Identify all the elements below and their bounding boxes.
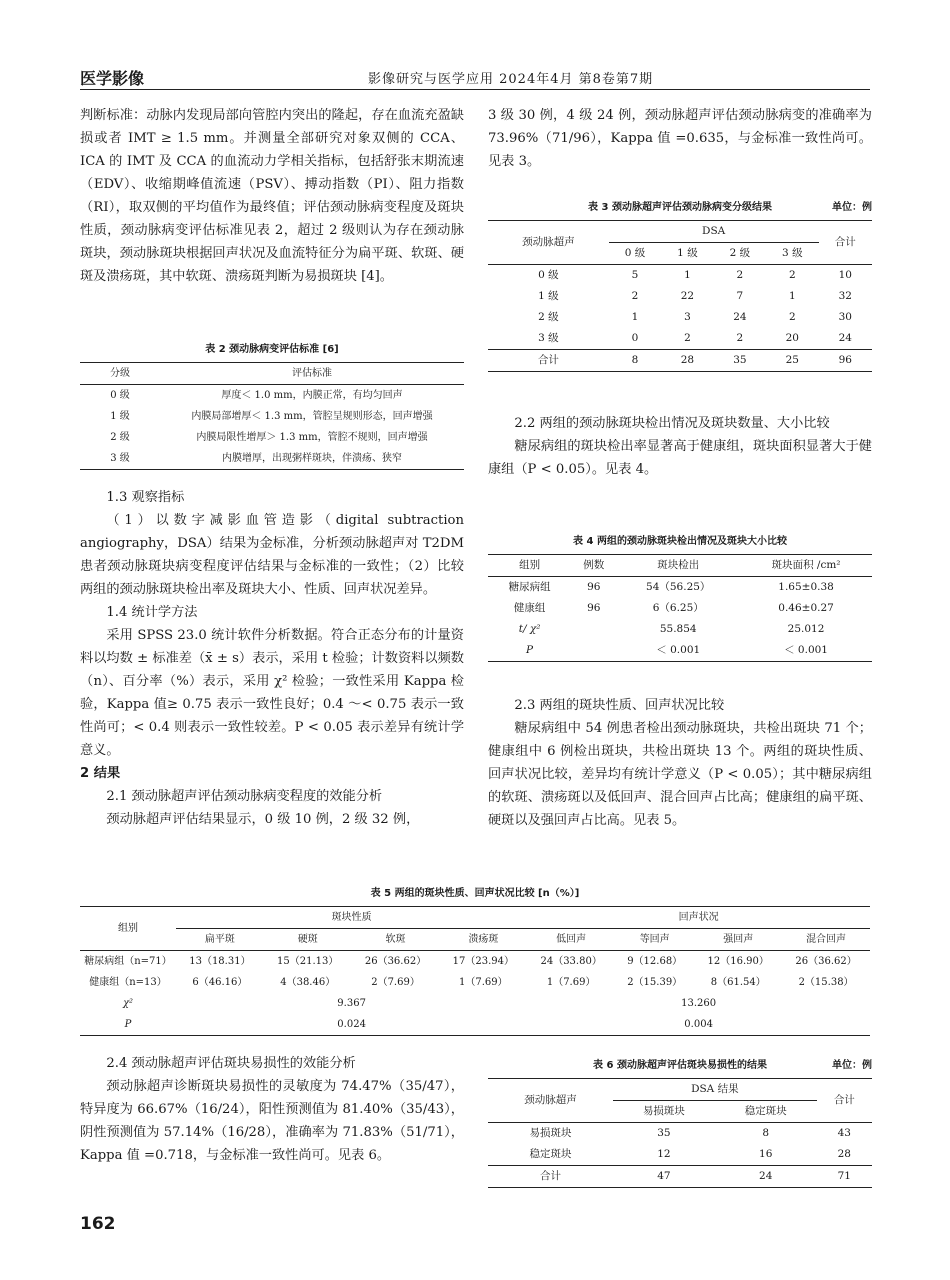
cell: 10 <box>838 269 852 281</box>
table-header: 混合回声 <box>806 934 847 945</box>
table-caption: 表 3 颈动脉超声评估颈动脉病变分级结果 <box>588 202 772 213</box>
cell: 糖尿病组 <box>508 581 551 593</box>
cell: 0 <box>631 332 639 344</box>
paragraph: 糖尿病组的斑块检出率显著高于健康组，斑块面积显著大于健康组（P < 0.05）。见表 4。 <box>488 439 872 477</box>
cell: 稳定斑块 <box>529 1148 572 1160</box>
cell: 30 <box>838 311 852 323</box>
table-4 <box>488 534 872 662</box>
table-header: 等回声 <box>639 934 670 945</box>
cell: 易损斑块 <box>529 1127 572 1139</box>
cell: 1 级 <box>110 411 130 422</box>
table-row <box>488 619 872 640</box>
table-header: 分级 <box>110 368 130 379</box>
table-row <box>488 1166 872 1188</box>
paragraph: 颈动脉超声诊断斑块易损性的灵敏度为 74.47%（35/47），特异度为 66.67%（16/24），阳性预测值为 81.40%（35/43），阴性预测值为 57.14%（16/28），准确率为 71.83%（51/71），Kappa 值 =0.718，与金标准一致性尚可。见表 6。 <box>80 1079 464 1163</box>
table-header: 3 级 <box>782 247 803 259</box>
cell: 55.854 <box>659 623 697 635</box>
cell: 24 <box>759 1170 773 1182</box>
cell: 1 <box>684 269 691 281</box>
table-header: 2 级 <box>729 247 751 259</box>
table-row <box>488 286 872 307</box>
table-header: 强回声 <box>723 934 754 945</box>
cell: 3 <box>684 311 691 323</box>
cell: 1（7.69） <box>546 977 596 988</box>
section-heading: 2 结果 <box>80 766 121 781</box>
right-column <box>488 104 872 173</box>
table-row <box>80 951 870 973</box>
cell: 合计 <box>537 354 559 366</box>
cell: 5 <box>631 269 639 281</box>
cell: 1 <box>788 290 796 302</box>
table-header: 稳定斑块 <box>744 1105 787 1117</box>
cell: 6（6.25） <box>652 602 704 614</box>
cell: 25 <box>785 354 799 366</box>
table-header: 组别 <box>80 907 176 951</box>
right-text-lower <box>488 694 872 832</box>
table-header: DSA 结果 <box>613 1079 817 1101</box>
cell: 15（21.13） <box>277 956 339 967</box>
cell <box>571 640 616 662</box>
table-header: 软斑 <box>385 934 406 945</box>
cell: χ² <box>122 998 134 1009</box>
table-row <box>488 640 872 662</box>
cell: 35 <box>733 354 747 366</box>
cell: 26（36.62） <box>364 956 427 967</box>
cell: 6（46.16） <box>192 977 248 988</box>
cell: 8 <box>631 354 639 366</box>
cell: 2 <box>631 290 639 302</box>
table-row <box>488 265 872 287</box>
cell: 26（36.62） <box>795 956 857 967</box>
table-caption-row <box>488 1058 872 1074</box>
table-caption: 表 5 两组的斑块性质、回声状况比较 [n（%）] <box>370 888 580 899</box>
cell: 2 <box>788 269 796 281</box>
cell: 2 级 <box>110 432 130 443</box>
cell: 96 <box>587 602 601 614</box>
journal-info: 影像研究与医学应用 2024年4月 第8卷第7期 <box>368 72 654 87</box>
cell: P <box>526 644 534 656</box>
table-unit: 单位：例 <box>832 1060 872 1071</box>
table-row <box>488 598 872 619</box>
cell: ＜ 0.001 <box>656 644 701 656</box>
cell: 内膜局部增厚＜ 1.3 mm，管腔呈规则形态，回声增强 <box>191 411 433 422</box>
table-row <box>80 993 870 1014</box>
table-row <box>80 406 464 427</box>
cell: 35 <box>657 1127 671 1139</box>
cell: 内膜增厚，出现粥样斑块，伴溃疡、狭窄 <box>222 453 402 464</box>
table-header: 斑块检出 <box>657 559 700 571</box>
section-heading: 2.4 颈动脉超声评估斑块易损性的效能分析 <box>106 1056 356 1071</box>
cell: 24 <box>733 311 747 323</box>
table-header: 颈动脉超声 <box>488 221 609 265</box>
table-caption: 表 4 两组的颈动脉斑块检出情况及斑块大小比较 <box>573 536 787 547</box>
cell: 1 级 <box>538 290 559 302</box>
table-row <box>80 427 464 448</box>
cell: 28 <box>837 1148 851 1160</box>
cell: 2（7.69） <box>371 977 420 988</box>
cell: 96 <box>838 354 852 366</box>
section-heading: 2.1 颈动脉超声评估颈动脉病变程度的效能分析 <box>106 789 383 804</box>
cell: 24（33.80） <box>540 956 602 967</box>
table-header: 0 级 <box>624 247 646 259</box>
table-row <box>488 328 872 350</box>
table-row <box>488 1144 872 1166</box>
right-text-mid <box>488 412 872 481</box>
cell: 16 <box>759 1148 773 1160</box>
cell: 9.367 <box>337 998 366 1009</box>
cell: 厚度＜ 1.0 mm，内膜正常，有均匀回声 <box>221 390 403 401</box>
cell: 1 <box>631 311 639 323</box>
cell: 2（15.38） <box>798 977 854 988</box>
cell: ＜ 0.001 <box>784 644 828 656</box>
cell: 25.012 <box>787 623 825 635</box>
left-column-lower <box>80 486 464 831</box>
table-5 <box>80 886 870 1036</box>
table-header: 组别 <box>519 559 541 571</box>
cell: 8（61.54） <box>710 977 766 988</box>
cell: 43 <box>837 1127 851 1139</box>
table-3 <box>488 200 872 372</box>
table-header: 合计 <box>819 221 872 265</box>
cell: 健康组（n=13） <box>89 977 167 988</box>
cell: 糖尿病组（n=71） <box>84 956 172 967</box>
cell: 2 <box>788 311 796 323</box>
table-caption: 表 2 颈动脉病变评估标准 [6] <box>205 344 339 355</box>
cell: 24 <box>838 332 852 344</box>
table-header: 斑块面积 /cm² <box>771 559 841 571</box>
table-header: 回声状况 <box>527 907 870 929</box>
cell: 4（38.46） <box>280 977 336 988</box>
table-header: 1 级 <box>677 247 698 259</box>
cell: 9（12.68） <box>627 956 683 967</box>
cell: 22 <box>680 290 695 302</box>
cell: 54（56.25） <box>646 581 711 593</box>
table-header: 合计 <box>817 1079 872 1123</box>
cell: 96 <box>587 581 601 593</box>
cell: 2 <box>736 269 744 281</box>
cell: 17（23.94） <box>452 956 515 967</box>
table-header: 颈动脉超声 <box>488 1079 613 1123</box>
section-heading: 1.4 统计学方法 <box>106 605 198 620</box>
page-header <box>80 64 870 90</box>
table-header: 低回声 <box>556 934 587 945</box>
table-row <box>488 1123 872 1145</box>
table-row <box>488 307 872 328</box>
paragraph: 采用 SPSS 23.0 统计软件分析数据。符合正态分布的计量资料以均数 ± 标准差（x̄ ± s）表示，采用 t 检验；计数资料以频数（n）、百分率（%）表示，采用 χ² 检验；一致性采用 Kappa 检验，Kappa 值≥ 0.75 表示一致性良好；0.4 ～< 0.75 表示一致性尚可；< 0.4 则表示一致性较差。P < 0.05 表示差异有统计学意义。 <box>80 628 464 758</box>
cell: 13.260 <box>681 998 717 1009</box>
cell: 合计 <box>540 1170 562 1182</box>
bottom-left-text <box>80 1052 464 1167</box>
cell: 2 级 <box>538 311 559 323</box>
cell: 健康组 <box>513 602 546 614</box>
cell: 47 <box>657 1170 671 1182</box>
cell: 0.004 <box>684 1019 713 1030</box>
cell: 0 级 <box>538 269 559 281</box>
cell: 12 <box>657 1148 671 1160</box>
cell: 0.024 <box>337 1019 366 1030</box>
table-header: 评估标准 <box>292 368 332 379</box>
cell: 71 <box>837 1170 851 1182</box>
cell: 2 <box>684 332 691 344</box>
cell: 3 级 <box>110 453 130 464</box>
section-heading: 1.3 观察指标 <box>106 490 185 505</box>
cell: 0 级 <box>110 390 130 401</box>
page-number: 162 <box>80 1214 116 1234</box>
table-header: 溃疡斑 <box>468 934 499 945</box>
paragraph: 判断标准：动脉内发现局部向管腔内突出的隆起，存在血流充盈缺损或者 IMT ≥ 1.5 mm。并测量全部研究对象双侧的 CCA、ICA 的 IMT 及 CCA 的血流动力学相关指标，包括舒张末期流速（EDV）、收缩期峰值流速（PSV）、搏动指数（PI）、阻力指数（RI），取双侧的平均值作为最终值；评估颈动脉病变程度及斑块性质，颈动脉病变评估标准见表 2，超过 2 级则认为存在颈动脉斑块，颈动脉斑块根据回声状况及血流特征分为扁平斑、软斑、硬斑及溃疡斑，其中软斑、溃疡斑判断为易损斑块 [4]。 <box>80 108 464 284</box>
table-unit: 单位：例 <box>832 202 872 213</box>
cell: 20 <box>785 332 799 344</box>
cell: 7 <box>736 290 744 302</box>
cell: 28 <box>680 354 695 366</box>
section-heading: 2.3 两组的斑块性质、回声状况比较 <box>514 698 725 713</box>
left-column <box>80 104 464 288</box>
table-caption-row <box>488 200 872 216</box>
cell: 1.65±0.38 <box>778 581 834 593</box>
table-row <box>80 1014 870 1036</box>
paragraph: 3 级 30 例，4 级 24 例，颈动脉超声评估颈动脉病变的准确率为 73.96%（71/96），Kappa 值 =0.635，与金标准一致性尚可。见表 3。 <box>488 108 872 169</box>
paragraph: （1）以数字减影血管造影（digital subtraction angiography，DSA）结果为金标准，分析颈动脉超声对 T2DM 患者颈动脉斑块病变程度评估结果与金标准的一致性；（2）比较两组的颈动脉斑块检出率及斑块大小、性质、回声状况差异。 <box>80 513 464 597</box>
table-row <box>80 385 464 407</box>
cell: 0.46±0.27 <box>778 602 834 614</box>
section-title: 医学影像 <box>80 69 145 88</box>
section-heading: 2.2 两组的颈动脉斑块检出情况及斑块数量、大小比较 <box>514 416 830 431</box>
cell: 1（7.69） <box>459 977 508 988</box>
table-row <box>80 972 870 993</box>
cell: 2（15.39） <box>627 977 683 988</box>
cell: 3 级 <box>538 332 559 344</box>
table-row <box>80 448 464 470</box>
cell <box>571 619 616 640</box>
table-header: 斑块性质 <box>176 907 527 929</box>
table-header: 硬斑 <box>297 934 318 945</box>
cell: 13（18.31） <box>189 956 251 967</box>
cell: 32 <box>838 290 852 302</box>
table-2 <box>80 342 464 470</box>
table-row <box>488 577 872 599</box>
cell: 12（16.90） <box>707 956 769 967</box>
table-row <box>488 350 872 372</box>
cell: P <box>124 1019 132 1030</box>
table-caption: 表 6 颈动脉超声评估斑块易损性的结果 <box>593 1060 767 1071</box>
cell: 2 <box>736 332 744 344</box>
table-header: 扁平斑 <box>204 934 235 945</box>
paragraph: 颈动脉超声评估结果显示，0 级 10 例，2 级 32 例， <box>106 812 420 827</box>
cell: 内膜局限性增厚＞ 1.3 mm，管腔不规则，回声增强 <box>196 432 428 443</box>
table-header: 易损斑块 <box>642 1105 685 1117</box>
paragraph: 糖尿病组中 54 例患者检出颈动脉斑块，共检出斑块 71 个；健康组中 6 例检出斑块，共检出斑块 13 个。两组的斑块性质、回声状况比较，差异均有统计学意义（P < 0.05）；其中糖尿病组的软斑、溃疡斑以及低回声、混合回声占比高；健康组的扁平斑、硬斑以及强回声占比高。见表 5。 <box>488 721 872 828</box>
cell: t/ χ² <box>518 623 541 635</box>
table-header: 例数 <box>583 559 605 571</box>
table-header: DSA <box>609 221 819 243</box>
cell: 8 <box>762 1127 770 1139</box>
table-6 <box>488 1058 872 1188</box>
